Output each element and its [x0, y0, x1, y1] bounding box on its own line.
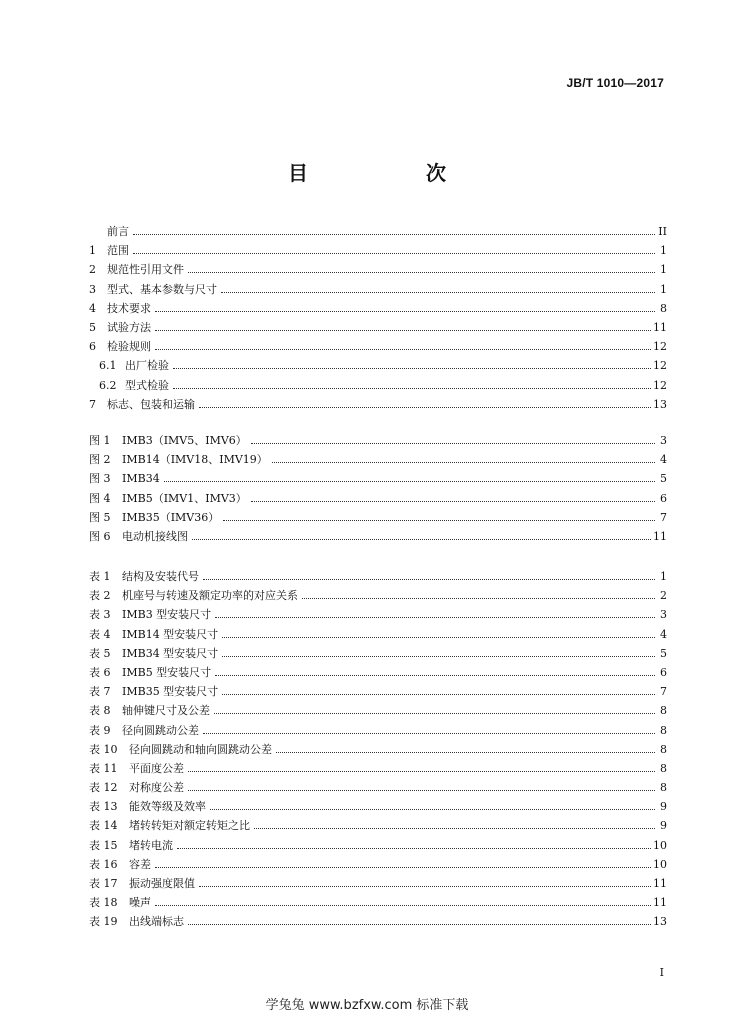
dot-leader: [222, 625, 655, 638]
toc-entry-page: 4: [660, 453, 667, 467]
toc-entry-number: 表 11: [89, 761, 118, 775]
standard-code: JB/T 1010—2017: [566, 76, 664, 90]
toc-entry-number: 表 14: [89, 819, 118, 833]
toc-entry-number: 表 9: [89, 723, 111, 737]
toc-entry[interactable]: [89, 836, 667, 855]
toc-entry-number: 表 1: [89, 570, 111, 583]
toc-entry-title: 轴伸键尺寸及公差: [122, 704, 210, 718]
dot-leader: [302, 586, 655, 599]
toc-entry-number: 表 17: [89, 877, 118, 890]
dot-leader: [223, 508, 655, 521]
toc-entry[interactable]: [89, 280, 667, 299]
toc-entry-number: 1: [89, 244, 96, 258]
dot-leader: [215, 605, 655, 618]
toc-entry-number: 表 10: [89, 742, 118, 756]
toc-entry[interactable]: [89, 356, 667, 375]
toc-entry-page: 8: [660, 781, 667, 795]
dot-leader: [173, 376, 651, 389]
toc-entry-number: 7: [89, 397, 96, 411]
dot-leader: [188, 759, 655, 772]
toc-entry-page: 11: [653, 896, 667, 910]
dot-leader: [222, 682, 655, 695]
toc-entry-title: IMB35 型安装尺寸: [122, 685, 219, 699]
toc-entry[interactable]: [89, 740, 667, 759]
dot-leader: [203, 567, 655, 580]
dot-leader: [254, 816, 655, 829]
toc-entry-number: 4: [89, 301, 96, 315]
dot-leader: [155, 299, 655, 312]
toc-entry-number: 表 15: [89, 838, 118, 852]
toc-entry[interactable]: [89, 644, 667, 663]
toc-entry-number: 表 8: [89, 704, 111, 718]
toc-entry[interactable]: [89, 450, 667, 469]
toc-entry[interactable]: [89, 431, 667, 450]
toc-entry-page: 6: [660, 491, 667, 505]
toc-entry-page: 6: [660, 665, 667, 679]
toc-entry-title: 范围: [107, 244, 129, 258]
toc-entry-number: 表 3: [89, 608, 111, 622]
toc-entry[interactable]: [89, 586, 667, 605]
toc-entry-page: 3: [660, 434, 667, 447]
toc-entry[interactable]: [89, 469, 667, 488]
toc-entry-number: 表 12: [89, 781, 118, 795]
toc-entry[interactable]: [89, 912, 667, 931]
toc-entry-page: 5: [660, 646, 667, 660]
toc-entry[interactable]: [89, 701, 667, 720]
toc-entry[interactable]: [89, 395, 667, 414]
toc-entry-title: 规范性引用文件: [107, 263, 184, 277]
toc-entry-title: 堵转转矩对额定转矩之比: [129, 819, 250, 833]
dot-leader: [177, 836, 651, 849]
toc-entry-title: 型式检验: [125, 378, 169, 392]
toc-entry-page: 7: [660, 510, 667, 524]
toc-entry-title: IMB3 型安装尺寸: [122, 608, 212, 622]
dot-leader: [199, 874, 651, 887]
toc-entry-page: 1: [660, 282, 667, 296]
toc-entry-number: 表 7: [89, 685, 111, 699]
dot-leader: [251, 489, 655, 502]
dot-leader: [203, 721, 655, 734]
toc-entry-number: 图 3: [89, 472, 111, 486]
toc-entry-page: 8: [660, 742, 667, 756]
toc-entry-title: 对称度公差: [129, 781, 184, 795]
dot-leader: [210, 797, 655, 810]
toc-entry-number: 表 2: [89, 589, 111, 603]
toc-entry-title: 标志、包装和运输: [107, 397, 195, 411]
dot-leader: [133, 241, 655, 254]
toc-entry-title: 检验规则: [107, 340, 151, 354]
dot-leader: [133, 222, 655, 235]
toc-entry[interactable]: [89, 508, 667, 527]
toc-entry-title: IMB35（IMV36）: [122, 510, 220, 524]
toc-entry[interactable]: [89, 816, 667, 835]
toc-entry-page: 8: [660, 761, 667, 775]
dot-leader: [164, 469, 655, 482]
toc-entry[interactable]: [89, 489, 667, 508]
toc-entry-number: 表 18: [89, 896, 118, 910]
toc-entry-page: 8: [660, 723, 667, 737]
toc-entry-page: 9: [660, 819, 667, 833]
toc-entry[interactable]: [89, 682, 667, 701]
toc-entry-title: IMB34: [122, 472, 160, 486]
toc-entry[interactable]: [89, 778, 667, 797]
toc-entry[interactable]: [89, 797, 667, 816]
toc-entry-title: IMB5 型安装尺寸: [122, 665, 212, 679]
toc-entry-number: 表 13: [89, 800, 118, 814]
dot-leader: [188, 260, 655, 273]
toc-entry-page: 12: [653, 378, 667, 392]
toc-entry-page: 8: [660, 301, 667, 315]
toc-entry[interactable]: [89, 222, 667, 241]
dot-leader: [221, 280, 655, 293]
toc-entry-page: 10: [653, 857, 667, 871]
toc-figure-list: [89, 431, 667, 546]
toc-entry-title: 技术要求: [107, 301, 151, 315]
toc-entry-title: 容差: [129, 857, 151, 871]
dot-leader: [272, 450, 655, 463]
toc-entry[interactable]: [89, 260, 667, 279]
toc-entry-number: 表 4: [89, 627, 111, 641]
toc-entry-title: IMB14 型安装尺寸: [122, 627, 219, 641]
page-title: 目 次: [288, 161, 472, 185]
toc-entry-number: 3: [89, 282, 96, 296]
toc-entry-title: IMB34 型安装尺寸: [122, 646, 219, 660]
toc-entry-title: 振动强度限值: [129, 877, 195, 890]
toc-entry[interactable]: [89, 241, 667, 260]
dot-leader: [251, 431, 655, 444]
toc-entry-page: 3: [660, 608, 667, 622]
watermark-text: 学兔兔 www.bzfxw.com 标准下载: [265, 998, 469, 1013]
dot-leader: [155, 318, 651, 331]
toc-entry-page: 13: [653, 915, 667, 929]
toc-entry-number: 5: [89, 320, 96, 334]
toc-entry[interactable]: [89, 663, 667, 682]
toc-entry-title: 平面度公差: [129, 761, 184, 775]
toc-entry-number: 表 6: [89, 665, 111, 679]
toc-entry-title: 电动机接线图: [122, 529, 188, 543]
toc-entry-number: 2: [89, 263, 96, 277]
toc-entry-page: 4: [660, 627, 667, 641]
toc-entry[interactable]: [89, 721, 667, 740]
toc-entry-page: 7: [660, 685, 667, 699]
toc-entry-title: 前言: [107, 225, 129, 238]
toc-entry-number: 表 5: [89, 646, 111, 660]
toc-entry-page: 1: [660, 570, 667, 583]
toc-entry-page: 11: [653, 529, 667, 543]
toc-entry[interactable]: [89, 874, 667, 893]
toc-entry[interactable]: [89, 318, 667, 337]
toc-entry[interactable]: [89, 625, 667, 644]
dot-leader: [222, 644, 655, 657]
dot-leader: [199, 395, 651, 408]
toc-entry-number: 图 2: [89, 453, 111, 467]
toc-entry-page: II: [658, 225, 667, 238]
dot-leader: [276, 740, 655, 753]
toc-entry-page: 9: [660, 800, 667, 814]
toc-entry-title: 型式、基本参数与尺寸: [107, 282, 217, 296]
toc-entry-title: 径向圆跳动和轴向圆跳动公差: [129, 742, 272, 756]
toc-entry-title: 径向圆跳动公差: [122, 723, 199, 737]
toc-entry[interactable]: [89, 567, 667, 586]
toc-entry-title: IMB5（IMV1、IMV3）: [122, 491, 247, 505]
toc-entry-page: 5: [660, 472, 667, 486]
dot-leader: [155, 855, 651, 868]
dot-leader: [188, 912, 651, 925]
toc-entry[interactable]: [89, 605, 667, 624]
toc-entry-page: 11: [653, 877, 667, 890]
toc-entry[interactable]: [89, 893, 667, 912]
toc-main-list: [89, 222, 667, 414]
page-number: I: [659, 966, 664, 979]
toc-entry-number: 6: [89, 340, 96, 354]
toc-table-list: [89, 567, 667, 932]
dot-leader: [188, 778, 655, 791]
toc-entry-title: 结构及安装代号: [122, 570, 199, 583]
toc-entry-page: 1: [660, 244, 667, 258]
toc-entry-page: 12: [653, 359, 667, 373]
toc-entry-page: 8: [660, 704, 667, 718]
toc-entry-title: 出线端标志: [129, 915, 184, 929]
toc-entry[interactable]: [89, 527, 667, 546]
dot-leader: [155, 337, 651, 350]
toc-entry-title: 堵转电流: [129, 838, 173, 852]
toc-entry-number: 图 4: [89, 491, 111, 505]
toc-entry-page: 2: [660, 589, 667, 603]
dot-leader: [173, 356, 651, 369]
toc-entry-page: 11: [653, 320, 667, 334]
toc-entry-title: 噪声: [129, 896, 151, 910]
toc-entry-page: 10: [653, 838, 667, 852]
toc-entry-title: 机座号与转速及额定功率的对应关系: [122, 589, 298, 603]
toc-entry-number: 6.2: [99, 378, 117, 392]
toc-entry[interactable]: [89, 337, 667, 356]
toc-entry-title: 出厂检验: [125, 359, 169, 373]
toc-entry-title: IMB3（IMV5、IMV6）: [122, 434, 247, 447]
toc-entry-title: 试验方法: [107, 320, 151, 334]
toc-entry-number: 图 1: [89, 434, 111, 447]
toc-entry-number: 图 5: [89, 510, 111, 524]
toc-entry-number: 6.1: [99, 359, 117, 373]
toc-entry-number: 表 16: [89, 857, 118, 871]
dot-leader: [214, 701, 655, 714]
toc-entry-page: 13: [653, 397, 667, 411]
toc-entry-number: 表 19: [89, 915, 118, 929]
toc-entry-title: 能效等级及效率: [129, 800, 206, 814]
toc-entry[interactable]: [89, 759, 667, 778]
toc-entry[interactable]: [89, 376, 667, 395]
dot-leader: [155, 893, 651, 906]
toc-entry-page: 12: [653, 340, 667, 354]
dot-leader: [215, 663, 655, 676]
toc-entry-page: 1: [660, 263, 667, 277]
dot-leader: [192, 527, 651, 540]
toc-entry[interactable]: [89, 855, 667, 874]
toc-entry-title: IMB14（IMV18、IMV19）: [122, 453, 268, 467]
toc-entry-number: 图 6: [89, 529, 111, 543]
toc-entry[interactable]: [89, 299, 667, 318]
